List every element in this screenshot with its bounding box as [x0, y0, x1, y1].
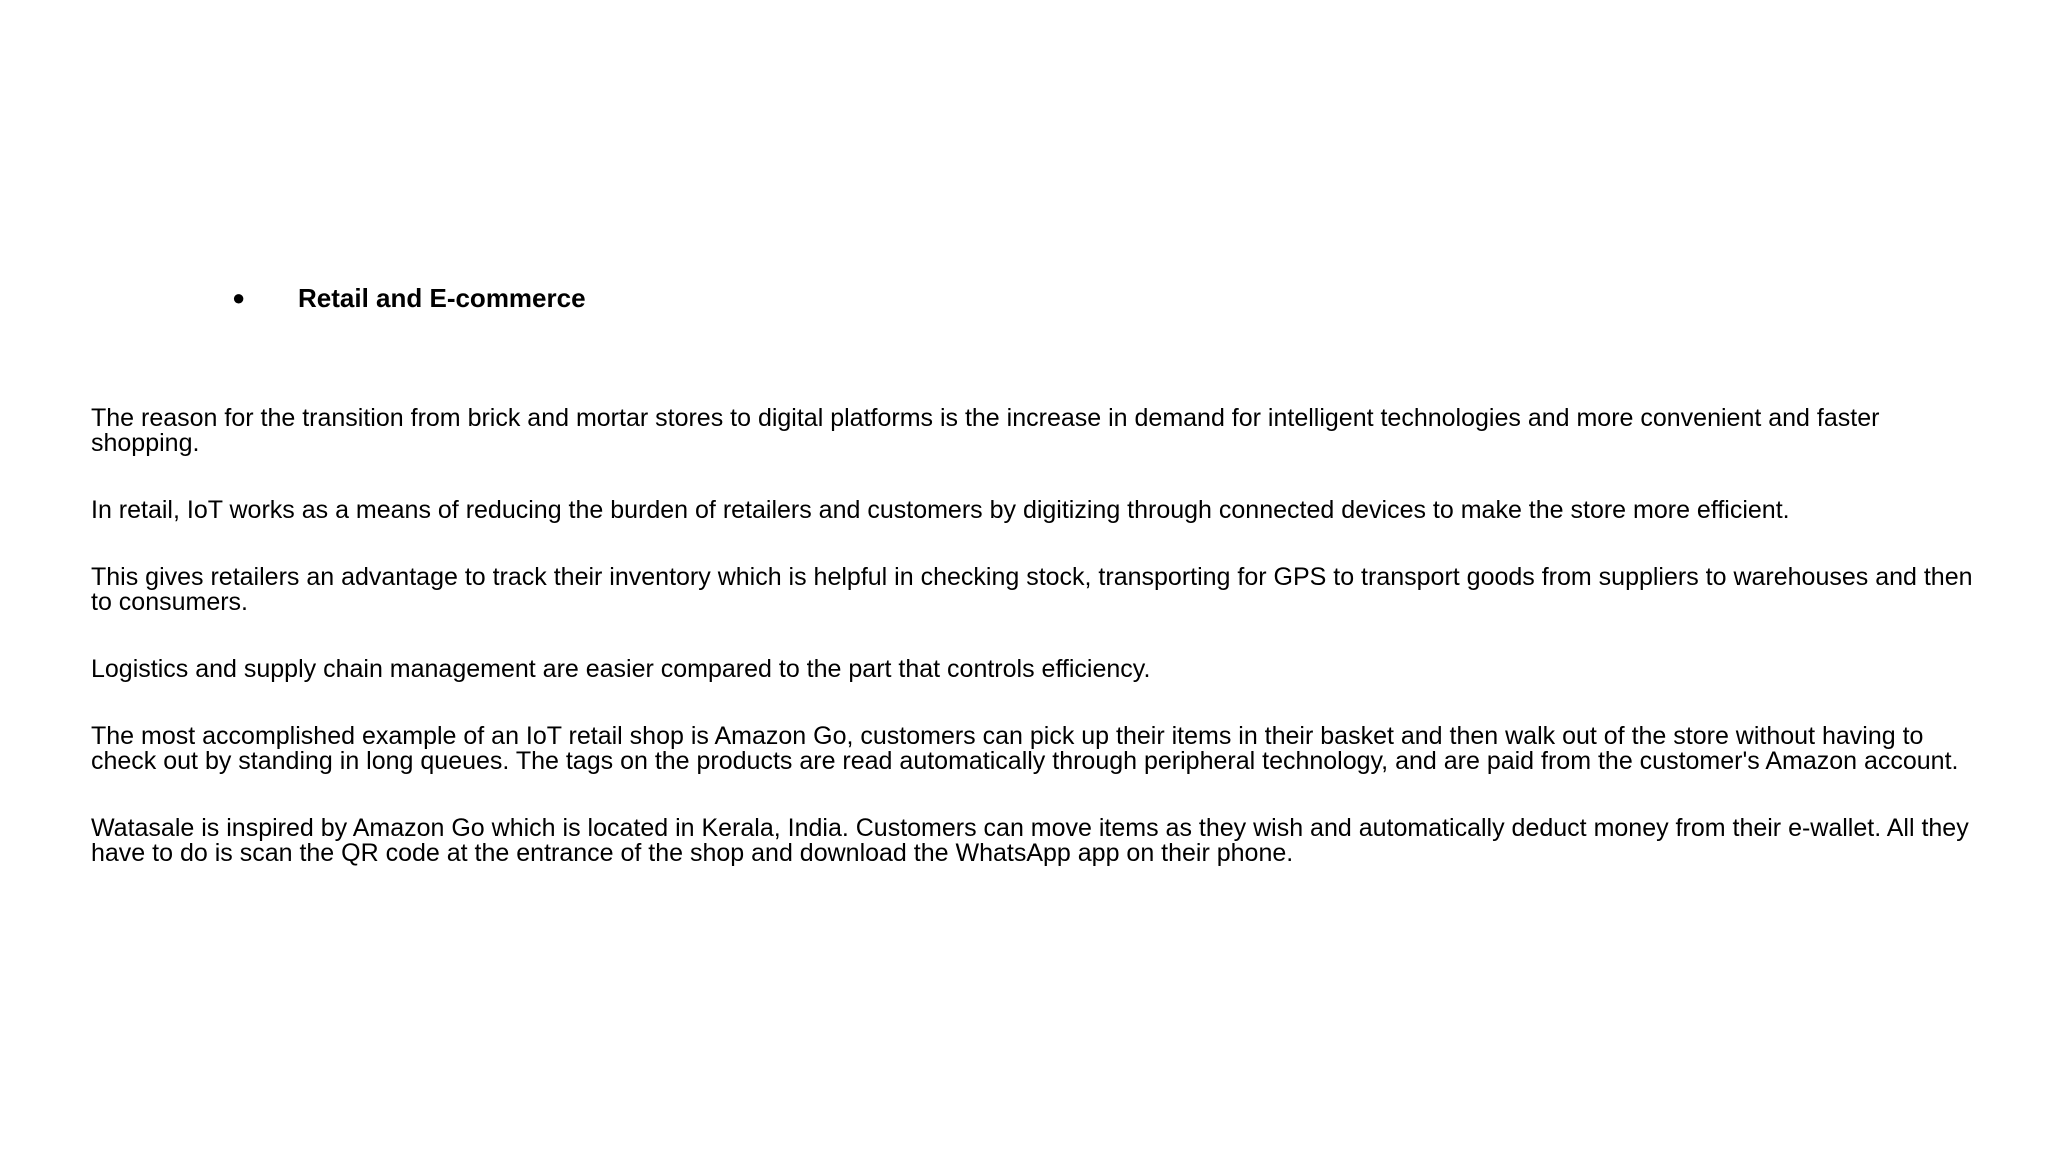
paragraph-logistics: Logistics and supply chain management are easier compared to the part that controls efficiency. — [91, 655, 1151, 683]
paragraph-amazon-go: The most accomplished example of an IoT retail shop is Amazon Go, customers can pick up their items in their basket and then walk out of the store without having to check out by standing in long queues. The tags on the products are read automatically through peripheral technology, and are paid from the customer's Amazon account. — [91, 722, 1959, 775]
paragraph-transition: The reason for the transition from brick and mortar stores to digital platforms is the increase in demand for intelligent technologies and more convenient and faster shopping. — [91, 404, 1880, 457]
heading-title: Retail and E-commerce — [298, 283, 586, 313]
paragraph-iot-retail: In retail, IoT works as a means of reducing the burden of retailers and customers by digitizing through connected devices to make the store more efficient. — [91, 496, 1790, 524]
paragraph-inventory: This gives retailers an advantage to track their inventory which is helpful in checking stock, transporting for GPS to transport goods from suppliers to warehouses and then to consumers. — [91, 563, 1973, 616]
paragraph-watasale: Watasale is inspired by Amazon Go which is located in Kerala, India. Customers can move items as they wish and automatically deduct money from their e-wallet. All they have to do is scan the QR code at the entrance of the shop and download the WhatsApp app on their phone. — [91, 814, 1969, 867]
body-text — [91, 406, 1981, 908]
section-heading — [232, 280, 586, 316]
bullet-icon: ● — [232, 285, 246, 310]
